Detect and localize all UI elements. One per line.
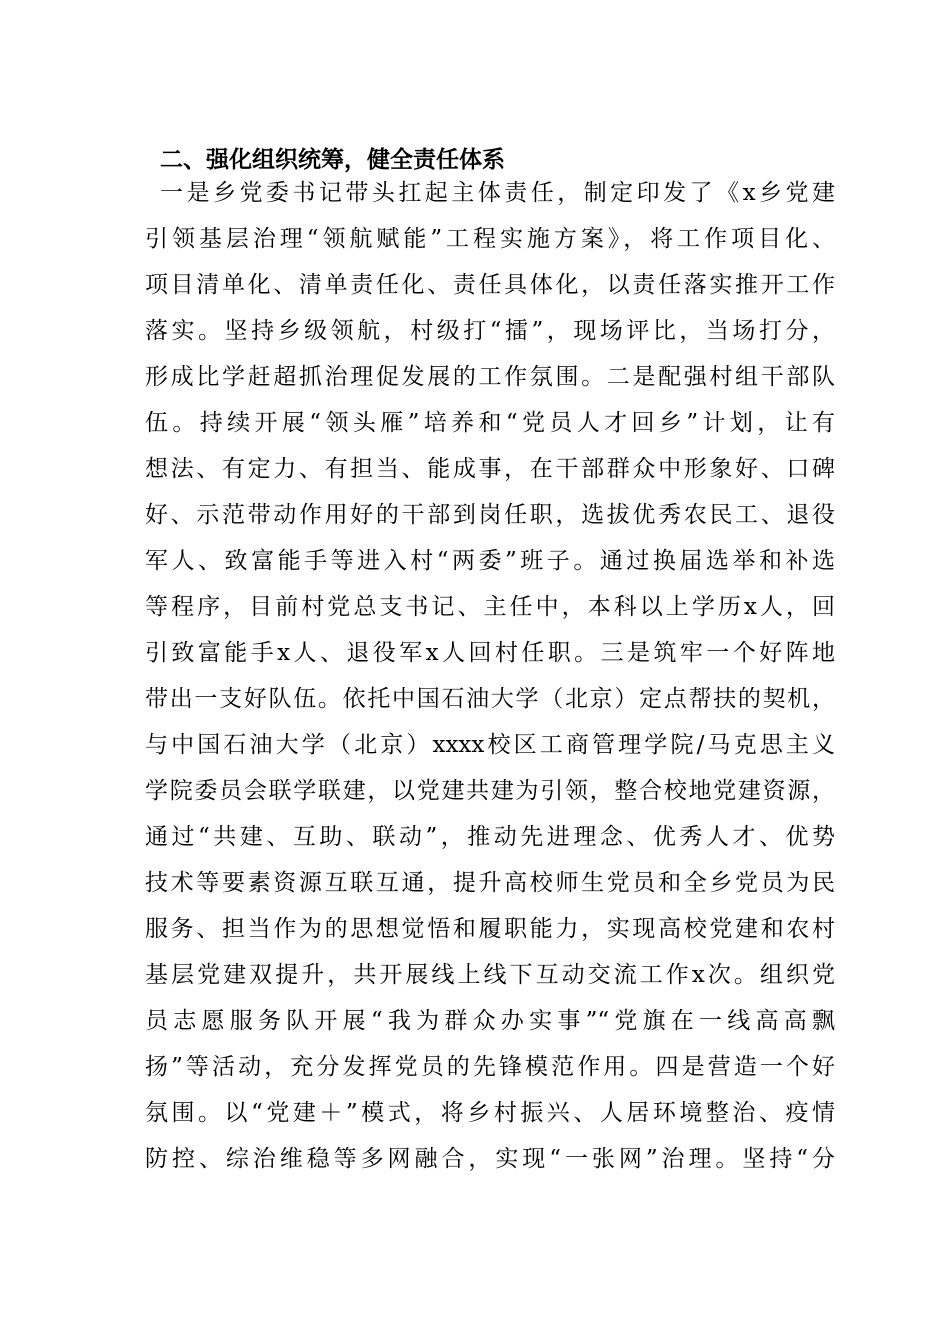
paragraph-line: 防控、综治维稳等多网融合，实现“一张网”治理。坚持“分 <box>145 1146 835 1172</box>
paragraph-line: 基层党建双提升，共开展线上线下互动交流工作x次。组织党 <box>145 962 835 988</box>
paragraph-line: 学院委员会联学联建，以党建共建为引领，整合校地党建资源， <box>145 778 835 804</box>
paragraph-line: 扬”等活动，充分发挥党员的先锋模范作用。四是营造一个好 <box>145 1054 835 1080</box>
paragraph-line: 引领基层治理“领航赋能”工程实施方案》，将工作项目化、 <box>145 226 835 252</box>
paragraph-line: 员志愿服务队开展“我为群众办实事”“党旗在一线高高飘 <box>145 1008 835 1034</box>
paragraph-line: 落实。坚持乡级领航，村级打“擂”，现场评比，当场打分， <box>145 318 835 344</box>
paragraph-line: 项目清单化、清单责任化、责任具体化，以责任落实推开工作 <box>145 272 835 298</box>
section-heading: 二、强化组织统筹，健全责任体系 <box>160 147 505 173</box>
paragraph-line: 通过“共建、互助、联动”，推动先进理念、优秀人才、优势 <box>145 824 835 850</box>
paragraph-line: 引致富能手x人、退役军x人回村任职。三是筑牢一个好阵地 <box>145 640 835 666</box>
paragraph-line: 军人、致富能手等进入村“两委”班子。通过换届选举和补选 <box>145 548 835 574</box>
paragraph-line: 氛围。以“党建＋”模式，将乡村振兴、人居环境整治、疫情 <box>145 1100 835 1126</box>
paragraph-line: 等程序，目前村党总支书记、主任中，本科以上学历x人，回 <box>145 594 835 620</box>
paragraph-line: 带出一支好队伍。依托中国石油大学（北京）定点帮扶的契机， <box>145 686 835 712</box>
paragraph-line: 与中国石油大学（北京）xxxx校区工商管理学院/马克思主义 <box>145 732 835 758</box>
paragraph-line: 伍。持续开展“领头雁”培养和“党员人才回乡”计划，让有 <box>145 410 835 436</box>
paragraph-line: 好、示范带动作用好的干部到岗任职，选拔优秀农民工、退役 <box>145 502 835 528</box>
paragraph-line: 服务、担当作为的思想觉悟和履职能力，实现高校党建和农村 <box>145 916 835 942</box>
paragraph-line: 一是乡党委书记带头扛起主体责任，制定印发了《x乡党建 <box>160 180 835 206</box>
paragraph-line: 想法、有定力、有担当、能成事，在干部群众中形象好、口碑 <box>145 456 835 482</box>
paragraph-line: 形成比学赶超抓治理促发展的工作氛围。二是配强村组干部队 <box>145 364 835 390</box>
paragraph-line: 技术等要素资源互联互通，提升高校师生党员和全乡党员为民 <box>145 870 835 896</box>
